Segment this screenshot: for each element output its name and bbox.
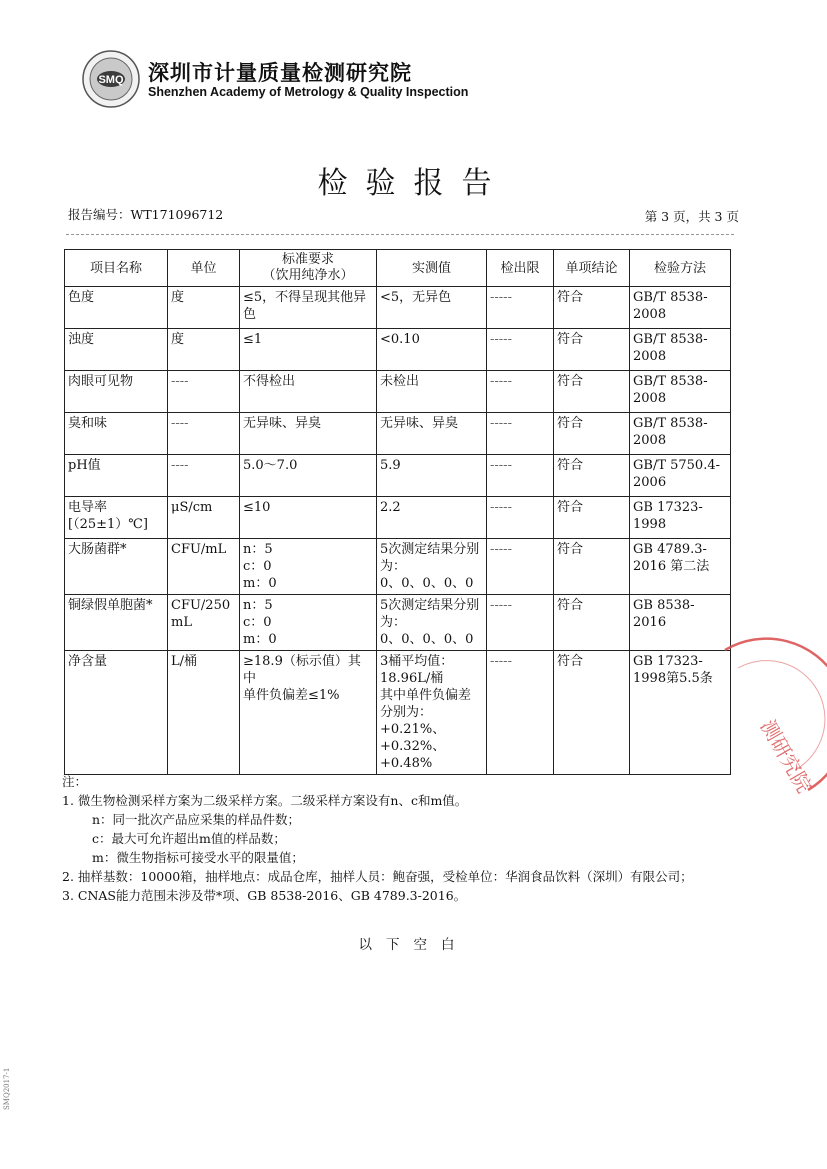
cell-conclusion: 符合 <box>554 413 630 455</box>
results-table <box>64 249 731 775</box>
official-stamp-icon <box>690 640 817 800</box>
smq-logo-icon <box>82 50 140 108</box>
col-header-limit: 检出限 <box>487 250 554 287</box>
note-2: 2. 抽样基数：10000箱，抽样地点：成品仓库，抽样人员：鲍奋强，受检单位：华润食品饮料（深圳）有限公司； <box>62 869 693 884</box>
col-header-measured: 实测值 <box>377 250 487 287</box>
cell-method: GB/T 8538-2008 <box>630 329 731 371</box>
cell-unit: ---- <box>168 371 240 413</box>
cell-unit: ---- <box>168 413 240 455</box>
col-header-item: 项目名称 <box>65 250 168 287</box>
cell-standard: 5.0～7.0 <box>240 455 377 497</box>
table-row <box>65 413 731 455</box>
cell-method: GB/T 8538-2008 <box>630 371 731 413</box>
cell-method: GB/T 5750.4-2006 <box>630 455 731 497</box>
table-row <box>65 455 731 497</box>
cell-item: pH值 <box>65 455 168 497</box>
cell-item: 大肠菌群* <box>65 539 168 595</box>
table-row <box>65 371 731 413</box>
note-1-n: n：同一批次产品应采集的样品件数； <box>92 812 301 827</box>
table-row <box>65 539 731 595</box>
cell-method: GB 17323-1998 <box>630 497 731 539</box>
cell-conclusion: 符合 <box>554 329 630 371</box>
cell-standard: 不得检出 <box>240 371 377 413</box>
notes-section <box>62 772 742 905</box>
report-number: 报告编号：WT171096712 <box>68 207 224 222</box>
cell-unit: L/桶 <box>168 651 240 775</box>
cell-measured: 未检出 <box>377 371 487 413</box>
header-divider <box>66 234 734 235</box>
cell-measured: 5.9 <box>377 455 487 497</box>
cell-measured: 2.2 <box>377 497 487 539</box>
cell-item: 净含量 <box>65 651 168 775</box>
cell-item: 电导率[（25±1）℃] <box>65 497 168 539</box>
cell-unit: 度 <box>168 329 240 371</box>
cell-measured: 5次测定结果分别为： 0、0、0、0、0 <box>377 595 487 651</box>
cell-conclusion: 符合 <box>554 595 630 651</box>
org-name-en: Shenzhen Academy of Metrology & Quality Inspection <box>148 85 469 99</box>
report-title: 检验报告 <box>317 166 510 201</box>
cell-item: 铜绿假单胞菌* <box>65 595 168 651</box>
col-header-conclusion: 单项结论 <box>554 250 630 287</box>
cell-item: 色度 <box>65 287 168 329</box>
col-header-method: 检验方法 <box>630 250 731 287</box>
col-header-standard: 标准要求 （饮用纯净水） <box>240 250 377 287</box>
cell-limit: ----- <box>487 371 554 413</box>
cell-standard: 无异味、异臭 <box>240 413 377 455</box>
cell-measured: <5，无异色 <box>377 287 487 329</box>
cell-standard: ≤5，不得呈现其他异色 <box>240 287 377 329</box>
cell-standard: ≥18.9（标示值）其中 单件负偏差≤1% <box>240 651 377 775</box>
cell-standard: n：5 c：0 m：0 <box>240 595 377 651</box>
cell-conclusion: 符合 <box>554 287 630 329</box>
table-row <box>65 595 731 651</box>
table-row <box>65 651 731 775</box>
cell-limit: ----- <box>487 539 554 595</box>
cell-measured: 无异味、异臭 <box>377 413 487 455</box>
cell-method: GB 4789.3-2016 第二法 <box>630 539 731 595</box>
cell-unit: CFU/250 mL <box>168 595 240 651</box>
cell-limit: ----- <box>487 595 554 651</box>
cell-standard: ≤10 <box>240 497 377 539</box>
logo-text: SMQ <box>98 74 124 86</box>
cell-limit: ----- <box>487 455 554 497</box>
cell-standard: ≤1 <box>240 329 377 371</box>
cell-unit: 度 <box>168 287 240 329</box>
cell-item: 臭和味 <box>65 413 168 455</box>
note-1: 1. 微生物检测采样方案为二级采样方案。二级采样方案设有n、c和m值。 <box>62 793 468 808</box>
note-3: 3. CNAS能力范围未涉及带*项、GB 8538-2016、GB 4789.3-2016。 <box>62 888 467 903</box>
cell-standard: n：5 c：0 m：0 <box>240 539 377 595</box>
org-name-cn: 深圳市计量质量检测研究院 <box>148 61 412 85</box>
cell-conclusion: 符合 <box>554 497 630 539</box>
cell-conclusion: 符合 <box>554 539 630 595</box>
margin-code: SMQ2017-1 <box>3 1067 11 1110</box>
header-logo <box>82 50 469 110</box>
cell-measured: 3桶平均值： 18.96L/桶 其中单件负偏差分别为： +0.21%、 +0.32%、 +0.48% <box>377 651 487 775</box>
notes-heading: 注： <box>62 774 88 789</box>
end-marker: 以下空白 <box>358 937 469 953</box>
cell-item: 肉眼可见物 <box>65 371 168 413</box>
cell-conclusion: 符合 <box>554 651 630 775</box>
table-header-row <box>65 250 731 287</box>
cell-conclusion: 符合 <box>554 455 630 497</box>
page-info: 第 3 页，共 3 页 <box>644 209 739 224</box>
cell-unit: ---- <box>168 455 240 497</box>
cell-limit: ----- <box>487 413 554 455</box>
cell-limit: ----- <box>487 651 554 775</box>
cell-unit: μS/cm <box>168 497 240 539</box>
note-1-m: m：微生物指标可接受水平的限量值； <box>92 850 304 865</box>
table-row <box>65 329 731 371</box>
note-1-c: c：最大可允许超出m值的样品数； <box>92 831 286 846</box>
cell-method: GB/T 8538-2008 <box>630 413 731 455</box>
table-row <box>65 287 731 329</box>
cell-method: GB 8538-2016 <box>630 595 731 651</box>
cell-item: 浊度 <box>65 329 168 371</box>
cell-conclusion: 符合 <box>554 371 630 413</box>
cell-method: GB/T 8538-2008 <box>630 287 731 329</box>
cell-method: GB 17323-1998第5.5条 <box>630 651 731 775</box>
cell-measured: 5次测定结果分别为： 0、0、0、0、0 <box>377 539 487 595</box>
cell-unit: CFU/mL <box>168 539 240 595</box>
table-row <box>65 497 731 539</box>
cell-limit: ----- <box>487 329 554 371</box>
col-header-unit: 单位 <box>168 250 240 287</box>
stamp-text: 测研究院 <box>755 715 817 797</box>
cell-limit: ----- <box>487 497 554 539</box>
cell-measured: <0.10 <box>377 329 487 371</box>
cell-limit: ----- <box>487 287 554 329</box>
